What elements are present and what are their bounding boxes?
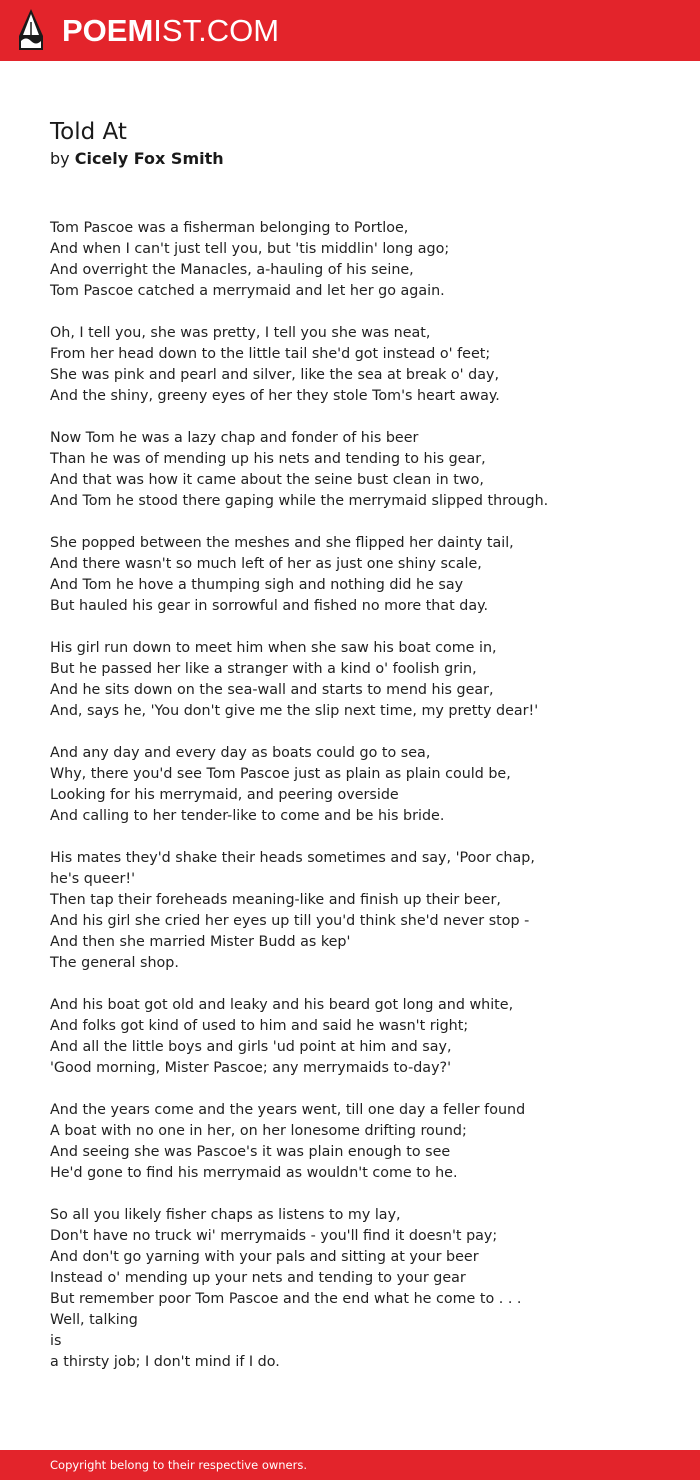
poem-line: She popped between the meshes and she flipped her dainty tail,: [50, 535, 514, 551]
poem-title: Told At: [50, 119, 127, 145]
poem-line: Then tap their foreheads meaning-like and finish up their beer,: [50, 892, 501, 908]
poem-line: is: [50, 1333, 62, 1349]
stanza: [50, 995, 650, 1079]
poem-line: And, says he, 'You don't give me the slip next time, my pretty dear!': [50, 703, 539, 719]
poem-line: 'Good morning, Mister Pascoe; any merrymaids to-day?': [50, 1060, 452, 1076]
poem-line: And there wasn't so much left of her as just one shiny scale,: [50, 556, 482, 572]
byline: [50, 148, 224, 170]
poem-line: His mates they'd shake their heads sometimes and say, 'Poor chap, he's queer!': [50, 850, 535, 887]
poem-line: Tom Pascoe was a fisherman belonging to Portloe,: [50, 220, 409, 236]
poem-line: Looking for his merrymaid, and peering overside: [50, 787, 399, 803]
poem-line: Don't have no truck wi' merrymaids - you'll find it doesn't pay;: [50, 1228, 498, 1244]
stanza: [50, 848, 650, 974]
poem-line: The general shop.: [50, 955, 179, 971]
poem-line: And when I can't just tell you, but 'tis middlin' long ago;: [50, 241, 450, 257]
poem-line: His girl run down to meet him when she saw his boat come in,: [50, 640, 497, 656]
poem-line: But remember poor Tom Pascoe and the end what he come to . . .: [50, 1291, 522, 1307]
poem-line: And seeing she was Pascoe's it was plain enough to see: [50, 1144, 451, 1160]
stanza: [50, 323, 650, 407]
poem-line: And all the little boys and girls 'ud point at him and say,: [50, 1039, 452, 1055]
poem-line: Now Tom he was a lazy chap and fonder of his beer: [50, 430, 419, 446]
stanza: [50, 218, 650, 302]
poem-line: From her head down to the little tail she'd got instead o' feet;: [50, 346, 491, 362]
copyright-notice: Copyright belong to their respective owners.: [50, 1458, 308, 1472]
site-header: [0, 0, 700, 61]
poem-line: But hauled his gear in sorrowful and fished no more that day.: [50, 598, 489, 614]
poem-line: Oh, I tell you, she was pretty, I tell you she was neat,: [50, 325, 431, 341]
poem-line: And he sits down on the sea-wall and starts to mend his gear,: [50, 682, 494, 698]
logo-light-text: IST.COM: [153, 13, 280, 48]
author-name[interactable]: Cicely Fox Smith: [74, 149, 224, 168]
poem-line: And overright the Manacles, a-hauling of his seine,: [50, 262, 414, 278]
poem-line: And Tom he hove a thumping sigh and nothing did he say: [50, 577, 464, 593]
poem-body: [50, 218, 650, 1394]
stanza: [50, 1100, 650, 1184]
site-logo[interactable]: [62, 11, 279, 51]
poem-line: And his boat got old and leaky and his beard got long and white,: [50, 997, 514, 1013]
stanza: [50, 533, 650, 617]
poem-line: Than he was of mending up his nets and tending to his gear,: [50, 451, 486, 467]
poem-line: a thirsty job; I don't mind if I do.: [50, 1354, 280, 1370]
logo-bold-text: POEM: [62, 13, 154, 48]
poem-line: Instead o' mending up your nets and tending to your gear: [50, 1270, 466, 1286]
poem-line: And don't go yarning with your pals and sitting at your beer: [50, 1249, 479, 1265]
poem-line: And folks got kind of used to him and said he wasn't right;: [50, 1018, 469, 1034]
poem-line: And the years come and the years went, till one day a feller found: [50, 1102, 526, 1118]
poem-line: And calling to her tender-like to come and be his bride.: [50, 808, 445, 824]
stanza: [50, 638, 650, 722]
poem-line: And Tom he stood there gaping while the merrymaid slipped through.: [50, 493, 549, 509]
poem-line: But he passed her like a stranger with a kind o' foolish grin,: [50, 661, 477, 677]
poem-line: And then she married Mister Budd as kep': [50, 934, 351, 950]
poem-line: She was pink and pearl and silver, like the sea at break o' day,: [50, 367, 499, 383]
poem-line: And that was how it came about the seine bust clean in two,: [50, 472, 484, 488]
poem-line: He'd gone to find his merrymaid as wouldn't come to he.: [50, 1165, 458, 1181]
poem-line: Why, there you'd see Tom Pascoe just as plain as plain could be,: [50, 766, 511, 782]
poem-line: And any day and every day as boats could go to sea,: [50, 745, 431, 761]
site-footer: [0, 1450, 700, 1480]
pen-nib-icon[interactable]: [17, 8, 45, 52]
stanza: [50, 743, 650, 827]
poem-line: And his girl she cried her eyes up till you'd think she'd never stop -: [50, 913, 530, 929]
stanza: [50, 428, 650, 512]
poem-line: A boat with no one in her, on her lonesome drifting round;: [50, 1123, 467, 1139]
by-label: by: [50, 149, 70, 168]
poem-line: Well, talking: [50, 1312, 138, 1328]
poem-line: And the shiny, greeny eyes of her they stole Tom's heart away.: [50, 388, 500, 404]
poem-line: Tom Pascoe catched a merrymaid and let her go again.: [50, 283, 445, 299]
stanza: [50, 1205, 650, 1373]
poem-line: So all you likely fisher chaps as listens to my lay,: [50, 1207, 401, 1223]
